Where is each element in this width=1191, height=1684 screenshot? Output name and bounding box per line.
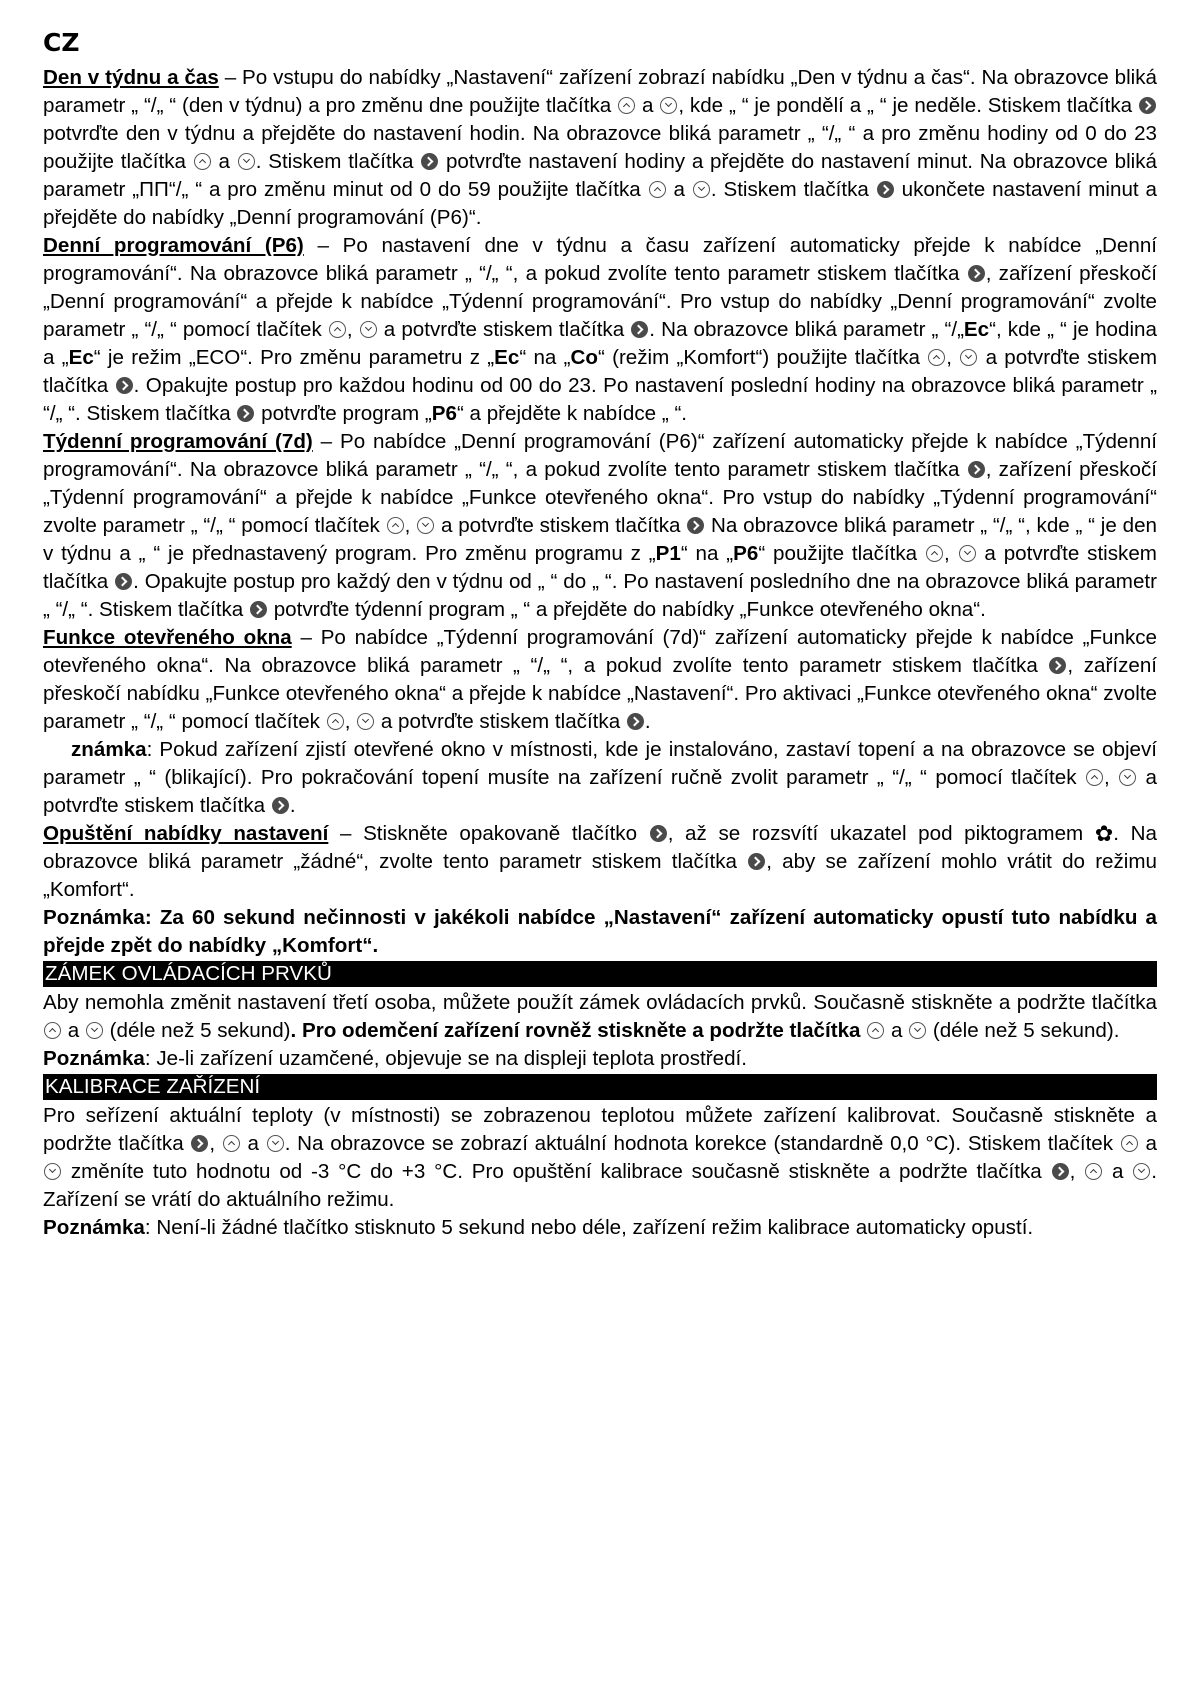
section-title: Den v týdnu a čas [43, 66, 219, 89]
section-calibration: Pro seřízení aktuální teploty (v místnosti) se zobrazenou teplotou můžete zařízení kalibrovat. Současně stiskněte a podržte tlačítka , a . Na obrazovce se zobrazí aktuální hodnota korekce (standardně 0,0 °C). Stiskem tlačítek a změníte tuto hodnotu od -3 °C do +3 °C. Pro opuštění kalibrace současně stiskněte a podržte tlačítka , a . Zařízení se vrátí do aktuálního režimu. [43, 1104, 1157, 1211]
down-arrow-button-icon [86, 1022, 103, 1039]
up-arrow-button-icon [649, 181, 666, 198]
ok-button-icon [1139, 97, 1156, 114]
up-arrow-button-icon [867, 1022, 884, 1039]
section-day-time: Den v týdnu a čas – Po vstupu do nabídky „Nastavení“ zařízení zobrazí nabídku „Den v týdnu a čas“. Na obrazovce bliká parametr „ “/„ “ (den v týdnu) a pro změnu dne použijte tlačítka a , kde „ “ je pondělí a „ “ je neděle. Stiskem tlačítka potvrďte den v týdnu a přejděte do nastavení hodin. Na obrazovce bliká parametr „ “/„ “ a pro změnu hodiny od 0 do 23 použijte tlačítka a . Stiskem tlačítka potvrďte nastavení hodiny a přejděte do nastavení minut. Na obrazovce bliká parametr „ΠΠ“/„ “ a pro změnu minut od 0 do 59 použijte tlačítka a . Stiskem tlačítka ukončete nastavení minut a přejděte do nabídky „Denní programování (P6)“. [43, 66, 1158, 229]
ok-button-icon [1049, 657, 1066, 674]
up-arrow-button-icon [44, 1022, 61, 1039]
section-title: Denní programování (P6) [43, 234, 304, 257]
ok-button-icon [115, 573, 132, 590]
inactivity-note: Poznámka: Za 60 sekund nečinnosti v jakékoli nabídce „Nastavení“ zařízení automaticky opustí tuto nabídku a přejde zpět do nabídky „Komfort“. [43, 906, 1157, 957]
section-open-window: Funkce otevřeného okna – Po nabídce „Týdenní programování (7d)“ zařízení automaticky přejde k nabídce „Funkce otevřeného okna“. Na obrazovce bliká parametr „ “/„ “, a pokud zvolíte tento parametr stiskem tlačítka , zařízení přeskočí nabídku „Funkce otevřeného okna“ a přejde k nabídce „Nastavení“. Pro aktivaci „Funkce otevřeného okna“ zvolte parametr „ “/„ “ pomocí tlačítek , a potvrďte stiskem tlačítka . [43, 626, 1157, 733]
up-arrow-button-icon [926, 545, 943, 562]
ok-button-icon [748, 853, 765, 870]
ok-button-icon [650, 825, 667, 842]
ok-button-icon [116, 377, 133, 394]
down-arrow-button-icon [267, 1135, 284, 1152]
down-arrow-button-icon [357, 713, 374, 730]
ok-button-icon [687, 517, 704, 534]
up-arrow-button-icon [329, 321, 346, 338]
up-arrow-button-icon [928, 349, 945, 366]
up-arrow-button-icon [194, 153, 211, 170]
down-arrow-button-icon [693, 181, 710, 198]
up-arrow-button-icon [387, 517, 404, 534]
section-title: Funkce otevřeného okna [43, 626, 292, 649]
section-band-control-lock: ZÁMEK OVLÁDACÍCH PRVKŮ [43, 961, 1157, 987]
ok-button-icon [1052, 1163, 1069, 1180]
up-arrow-button-icon [1121, 1135, 1138, 1152]
note-label: známka [71, 738, 147, 761]
down-arrow-button-icon [959, 545, 976, 562]
note-label: Poznámka [43, 1216, 145, 1239]
down-arrow-button-icon [238, 153, 255, 170]
manual-page [43, 26, 1157, 1242]
section-exit-settings: Opuštění nabídky nastavení – Stiskněte opakovaně tlačítko , až se rozsvítí ukazatel pod piktogramem ✿. Na obrazovce bliká parametr „žádné“, zvolte tento parametr stiskem tlačítka , aby se zařízení mohlo vrátit do režimu „Komfort“. [43, 821, 1157, 901]
ok-button-icon [272, 797, 289, 814]
ok-button-icon [968, 461, 985, 478]
down-arrow-button-icon [417, 517, 434, 534]
lock-note: Poznámka: Je-li zařízení uzamčené, objevuje se na displeji teplota prostředí. [43, 1047, 747, 1070]
down-arrow-button-icon [660, 97, 677, 114]
ok-button-icon [631, 321, 648, 338]
down-arrow-button-icon [1133, 1163, 1150, 1180]
section-daily-programming: Denní programování (P6) – Po nastavení dne v týdnu a času zařízení automaticky přejde k nabídce „Denní programování“. Na obrazovce bliká parametr „ “/„ “, a pokud zvolíte tento parametr stiskem tlačítka , zařízení přeskočí „Denní programování“ a přejde k nabídce „Týdenní programování“. Pro vstup do nabídky „Denní programování“ zvolte parametr „ “/„ “ pomocí tlačítek , a potvrďte stiskem tlačítka . Na obrazovce bliká parametr „ “/„Ec“, kde „ “ je hodina a „Ec“ je režim „ECO“. Pro změnu parametru z „Ec“ na „Co“ (režim „Komfort“) použijte tlačítka , a potvrďte stiskem tlačítka . Opakujte postup pro každou hodinu od 00 do 23. Po nastavení poslední hodiny na obrazovce bliká parametr „ “/„ “. Stiskem tlačítka potvrďte program „P6“ a přejděte k nabídce „ “. [43, 234, 1158, 425]
note-label: Poznámka [43, 1047, 145, 1070]
ok-button-icon [191, 1135, 208, 1152]
ok-button-icon [968, 265, 985, 282]
ok-button-icon [627, 713, 644, 730]
up-arrow-button-icon [618, 97, 635, 114]
language-label: CZ [43, 28, 80, 57]
down-arrow-button-icon [960, 349, 977, 366]
down-arrow-button-icon [44, 1163, 61, 1180]
up-arrow-button-icon [1085, 1163, 1102, 1180]
calibration-note: Poznámka: Není-li žádné tlačítko stisknuto 5 sekund nebo déle, zařízení režim kalibrace automaticky opustí. [43, 1216, 1034, 1239]
down-arrow-button-icon [1119, 769, 1136, 786]
section-weekly-programming: Týdenní programování (7d) – Po nabídce „Denní programování (P6)“ zařízení automaticky přejde k nabídce „Týdenní programování“. Na obrazovce bliká parametr „ “/„ “, a pokud zvolíte tento parametr stiskem tlačítka , zařízení přeskočí „Týdenní programování“ a přejde k nabídce „Funkce otevřeného okna“. Pro vstup do nabídky „Týdenní programování“ zvolte parametr „ “/„ “ pomocí tlačítek , a potvrďte stiskem tlačítka Na obrazovce bliká parametr „ “/„ “, kde „ “ je den v týdnu a „ “ je přednastavený program. Pro změnu programu z „P1“ na „P6“ použijte tlačítka , a potvrďte stiskem tlačítka . Opakujte postup pro každý den v týdnu od „ “ do „ “. Po nastavení posledního dne na obrazovce bliká parametr „ “/„ “. Stiskem tlačítka potvrďte týdenní program „ “ a přejděte do nabídky „Funkce otevřeného okna“. [43, 430, 1157, 621]
section-title: Opuštění nabídky nastavení [43, 822, 329, 845]
section-title: Týdenní programování (7d) [43, 430, 313, 453]
ok-button-icon [421, 153, 438, 170]
up-arrow-button-icon [1086, 769, 1103, 786]
ok-button-icon [877, 181, 894, 198]
up-arrow-button-icon [327, 713, 344, 730]
section-control-lock: Aby nemohla změnit nastavení třetí osoba, můžete použít zámek ovládacích prvků. Současně stiskněte a podržte tlačítka a (déle než 5 sekund). Pro odemčení zařízení rovněž stiskněte a podržte tlačítka a (déle než 5 sekund). [43, 991, 1157, 1042]
up-arrow-button-icon [223, 1135, 240, 1152]
open-window-note: známka: Pokud zařízení zjistí otevřené okno v místnosti, kde je instalováno, zastaví topení a na obrazovce se objeví parametr „ “ (blikající). Pro pokračování topení musíte na zařízení ručně zvolit parametr „ “/„ “ pomocí tlačítek , a potvrďte stiskem tlačítka . [43, 738, 1157, 817]
down-arrow-button-icon [360, 321, 377, 338]
ok-button-icon [237, 405, 254, 422]
down-arrow-button-icon [909, 1022, 926, 1039]
ok-button-icon [250, 601, 267, 618]
gear-icon: ✿ [1094, 821, 1114, 846]
section-band-calibration: KALIBRACE ZAŘÍZENÍ [43, 1074, 1157, 1100]
